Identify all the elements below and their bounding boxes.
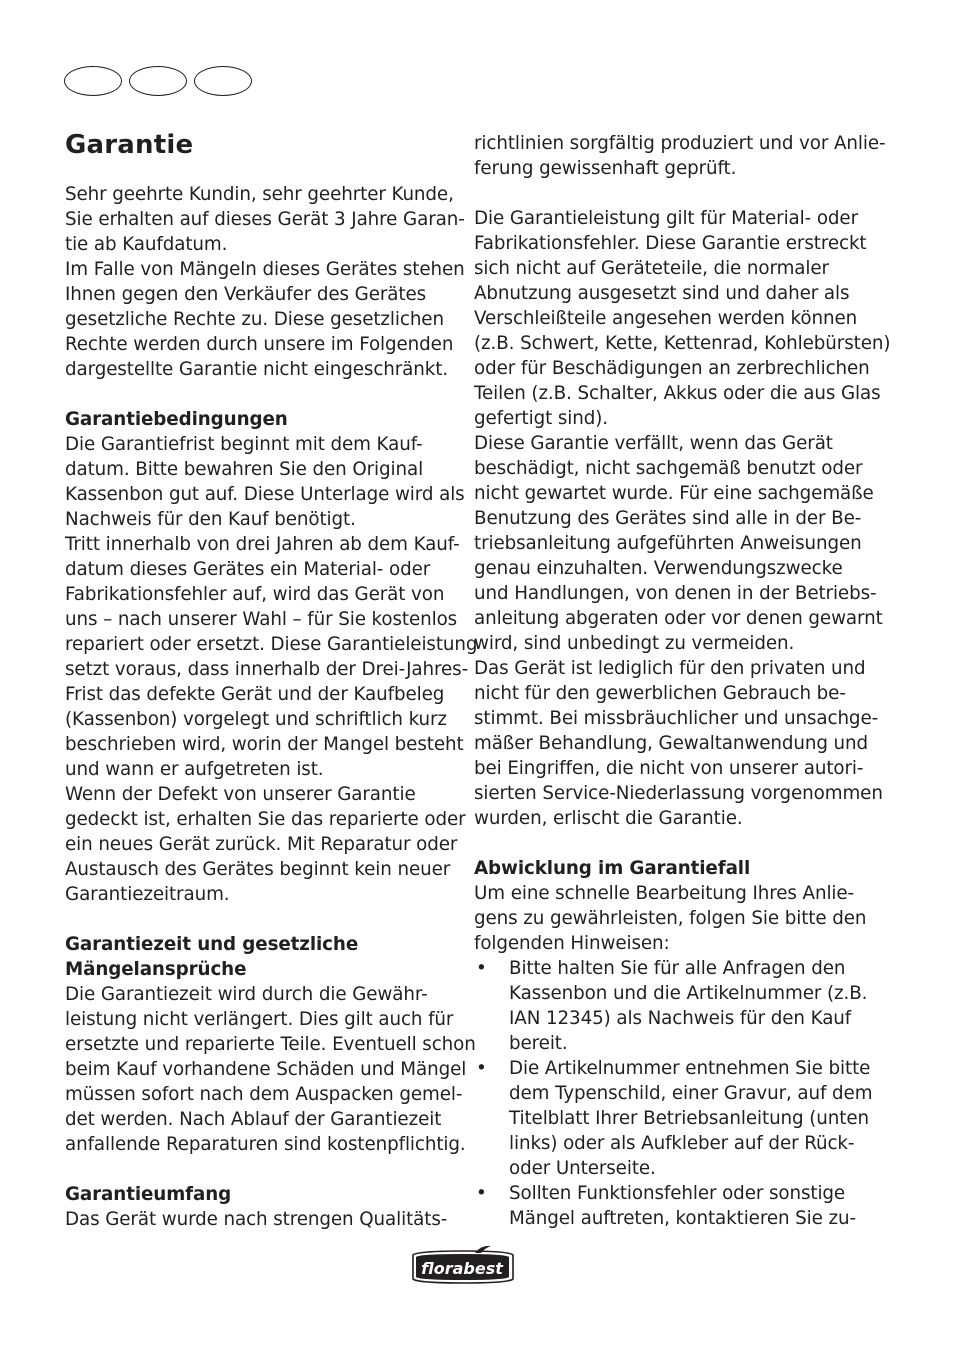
section-paragraph xyxy=(474,881,874,956)
text-line: anleitung abgeraten oder vor denen gewarnt xyxy=(474,608,883,629)
text-line: wird, sind unbedingt zu vermeiden. xyxy=(474,633,795,654)
section-heading: Garantiebedingungen xyxy=(65,409,288,430)
bullet-list xyxy=(474,956,874,1231)
text-line: Kassenbon gut auf. Diese Unterlage wird als xyxy=(65,484,465,505)
text-line: Titelblatt Ihrer Betriebsanleitung (unten xyxy=(509,1108,869,1129)
section-heading: Garantieumfang xyxy=(65,1184,232,1205)
text-line: beschädigt, nicht sachgemäß benutzt oder xyxy=(474,458,863,479)
text-line: uns – nach unserer Wahl – für Sie kostenlos xyxy=(65,609,458,630)
text-line: Teilen (z.B. Schalter, Akkus oder die aus Glas xyxy=(474,383,881,404)
text-line: datum dieses Gerätes ein Material- oder xyxy=(65,559,431,580)
text-line: Sollten Funktionsfehler oder sonstige xyxy=(509,1183,846,1204)
text-line: (z.B. Schwert, Kette, Kettenrad, Kohlebürsten) xyxy=(474,333,891,354)
text-line: oder Unterseite. xyxy=(509,1158,656,1179)
text-line: gedeckt ist, erhalten Sie das reparierte oder xyxy=(65,809,466,830)
intro-paragraph xyxy=(65,182,465,382)
text-line: Nachweis für den Kauf benötigt. xyxy=(65,509,356,530)
text-line: Um eine schnelle Bearbeitung Ihres Anlie- xyxy=(474,883,855,904)
text-line: anfallende Reparaturen sind kostenpflichtig. xyxy=(65,1134,466,1155)
page-title: Garantie xyxy=(65,130,194,160)
text-line: Rechte werden durch unsere im Folgenden xyxy=(65,334,454,355)
text-line: Kassenbon und die Artikelnummer (z.B. xyxy=(509,983,868,1004)
text-line: nicht für den gewerblichen Gebrauch be- xyxy=(474,683,846,704)
text-line: Ihnen gegen den Verkäufer des Gerätes xyxy=(65,284,427,305)
text-line: links) oder als Aufkleber auf der Rück- xyxy=(509,1133,855,1154)
text-line: Im Falle von Mängeln dieses Gerätes stehen xyxy=(65,259,465,280)
florabest-logo xyxy=(405,1245,519,1287)
text-line: stimmt. Bei missbräuchlicher und unsachge- xyxy=(474,708,879,729)
text-line: Tritt innerhalb von drei Jahren ab dem Kauf- xyxy=(65,534,460,555)
bullet-icon: • xyxy=(476,1183,487,1204)
text-line: bei Eingriffen, die nicht von unserer autori- xyxy=(474,758,864,779)
right-column xyxy=(474,131,891,1231)
text-line: gesetzliche Rechte zu. Diese gesetzlichen xyxy=(65,309,444,330)
section-paragraph xyxy=(65,982,476,1157)
text-line: ferung gewissenhaft geprüft. xyxy=(474,158,737,179)
bullet-icon: • xyxy=(476,1058,487,1079)
text-line: Das Gerät wurde nach strengen Qualitäts- xyxy=(65,1209,448,1230)
text-line: Die Garantiefrist beginnt mit dem Kauf- xyxy=(65,434,423,455)
text-line: Frist das defekte Gerät und der Kaufbeleg xyxy=(65,684,445,705)
text-line: bereit. xyxy=(509,1033,568,1054)
text-line: det werden. Nach Ablauf der Garantiezeit xyxy=(65,1109,442,1130)
text-line: repariert oder ersetzt. Diese Garantieleistung xyxy=(65,634,478,655)
text-line: leistung nicht verlängert. Dies gilt auch für xyxy=(65,1009,454,1030)
text-line: Die Garantiezeit wird durch die Gewähr- xyxy=(65,984,428,1005)
text-line: Mängel auftreten, kontaktieren Sie zu- xyxy=(509,1208,856,1229)
text-line: mäßer Behandlung, Gewaltanwendung und xyxy=(474,733,869,754)
logo-text: florabest xyxy=(421,1259,503,1278)
section-heading: Abwicklung im Garantiefall xyxy=(474,858,751,879)
text-line: dem Typenschild, einer Gravur, auf dem xyxy=(509,1083,873,1104)
text-line: Verschleißteile angesehen werden können xyxy=(474,308,858,329)
text-line: ein neues Gerät zurück. Mit Reparatur oder xyxy=(65,834,458,855)
text-line: Diese Garantie verfällt, wenn das Gerät xyxy=(474,433,833,454)
language-oval-1 xyxy=(64,66,122,96)
text-line: Die Garantieleistung gilt für Material- oder xyxy=(474,208,858,229)
text-line: Wenn der Defekt von unserer Garantie xyxy=(65,784,416,805)
text-line: richtlinien sorgfältig produziert und vor Anlie- xyxy=(474,133,886,154)
text-line: ersetzte und reparierte Teile. Eventuell schon xyxy=(65,1034,476,1055)
text-line: beschrieben wird, worin der Mangel besteht xyxy=(65,734,464,755)
text-line: Fabrikationsfehler auf, wird das Gerät von xyxy=(65,584,445,605)
text-line: und wann er aufgetreten ist. xyxy=(65,759,324,780)
text-line: (Kassenbon) vorgelegt und schriftlich kurz xyxy=(65,709,447,730)
text-line: sierten Service-Niederlassung vorgenommen xyxy=(474,783,883,804)
text-line: IAN 12345) als Nachweis für den Kauf xyxy=(509,1008,852,1029)
text-line: Austausch des Gerätes beginnt kein neuer xyxy=(65,859,451,880)
text-line: genau einzuhalten. Verwendungszwecke xyxy=(474,558,843,579)
text-line: Bitte halten Sie für alle Anfragen den xyxy=(509,958,846,979)
section-heading: Mängelansprüche xyxy=(65,959,247,980)
bullet-item xyxy=(474,1056,874,1181)
text-line: Das Gerät ist lediglich für den privaten und xyxy=(474,658,866,679)
bullet-icon: • xyxy=(476,958,487,979)
text-line: Abnutzung ausgesetzt sind und daher als xyxy=(474,283,850,304)
text-line: Die Artikelnummer entnehmen Sie bitte xyxy=(509,1058,871,1079)
text-line: sich nicht auf Geräteteile, die normaler xyxy=(474,258,829,279)
text-line: Garantiezeitraum. xyxy=(65,884,230,905)
language-oval-3 xyxy=(194,66,252,96)
text-line: gens zu gewährleisten, folgen Sie bitte den xyxy=(474,908,867,929)
left-column xyxy=(65,130,478,1232)
text-line: folgenden Hinweisen: xyxy=(474,933,670,954)
text-line: Fabrikationsfehler. Diese Garantie erstreckt xyxy=(474,233,867,254)
bullet-item xyxy=(474,1181,874,1231)
warranty-scope-paragraph xyxy=(474,206,891,831)
section-heading: Garantiezeit und gesetzliche xyxy=(65,934,359,955)
text-line: setzt voraus, dass innerhalb der Drei-Jahres- xyxy=(65,659,469,680)
text-line: Sie erhalten auf dieses Gerät 3 Jahre Garan- xyxy=(65,209,465,230)
text-line: nicht gewartet wurde. Für eine sachgemäße xyxy=(474,483,874,504)
language-oval-2 xyxy=(129,66,187,96)
text-line: tie ab Kaufdatum. xyxy=(65,234,228,255)
text-line: Benutzung des Gerätes sind alle in der Be- xyxy=(474,508,862,529)
language-ovals xyxy=(64,66,254,98)
text-line: beim Kauf vorhandene Schäden und Mängel xyxy=(65,1059,467,1080)
text-line: gefertigt sind). xyxy=(474,408,609,429)
text-line: datum. Bitte bewahren Sie den Original xyxy=(65,459,424,480)
section-paragraph xyxy=(65,432,478,907)
text-line: müssen sofort nach dem Auspacken gemel- xyxy=(65,1084,463,1105)
continued-paragraph xyxy=(474,131,886,181)
bullet-item xyxy=(474,956,874,1056)
text-line: und Handlungen, von denen in der Betriebs- xyxy=(474,583,877,604)
text-line: dargestellte Garantie nicht eingeschränkt. xyxy=(65,359,449,380)
text-line: triebsanleitung aufgeführten Anweisungen xyxy=(474,533,862,554)
text-line: oder für Beschädigungen an zerbrechlichen xyxy=(474,358,870,379)
text-line: wurden, erlischt die Garantie. xyxy=(474,808,743,829)
text-line: Sehr geehrte Kundin, sehr geehrter Kunde, xyxy=(65,184,454,205)
